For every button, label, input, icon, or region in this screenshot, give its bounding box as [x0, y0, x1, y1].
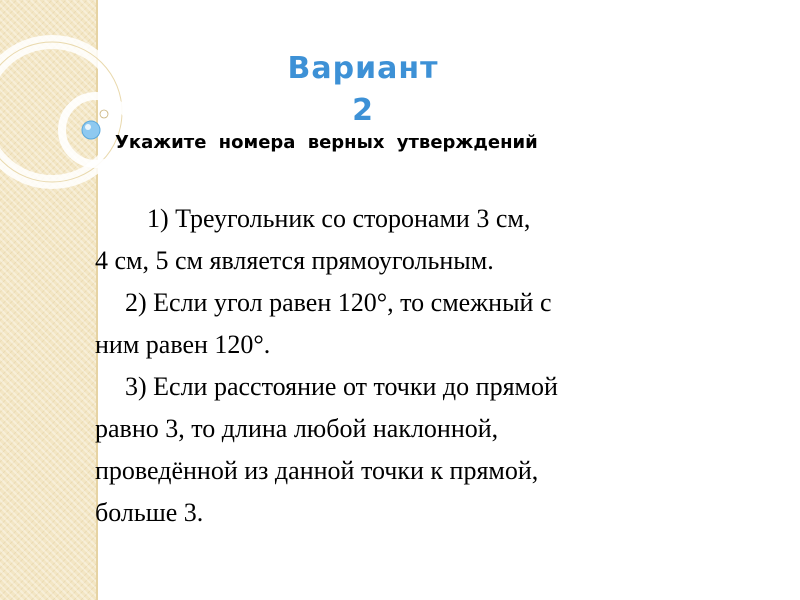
blue-bubble-icon: [82, 121, 100, 139]
title-line-1: Вариант: [287, 51, 439, 86]
statement-line: 1) Треугольник со сторонами 3 см,: [147, 204, 531, 233]
statement-line: 2) Если угол равен 120°, то смежный с: [125, 288, 552, 317]
slide-title: [268, 48, 458, 132]
decorative-circles: [0, 0, 200, 220]
statement-line: 4 см, 5 см является прямоугольным.: [95, 246, 494, 275]
statement-line: 3) Если расстояние от точки до прямой: [125, 372, 558, 401]
tiny-bubble-icon: [100, 110, 108, 118]
statement-line: равно 3, то длина любой наклонной,: [95, 414, 499, 443]
statements-text: [95, 198, 775, 534]
statement-line: проведённой из данной точки к прямой,: [95, 456, 539, 485]
statement-line: больше 3.: [95, 498, 204, 527]
statement-line: ним равен 120°.: [95, 330, 271, 359]
bubble-highlight-icon: [85, 124, 91, 130]
slide-subtitle: Укажите номера верных утверждений: [115, 132, 538, 153]
title-line-2: 2: [352, 93, 374, 128]
